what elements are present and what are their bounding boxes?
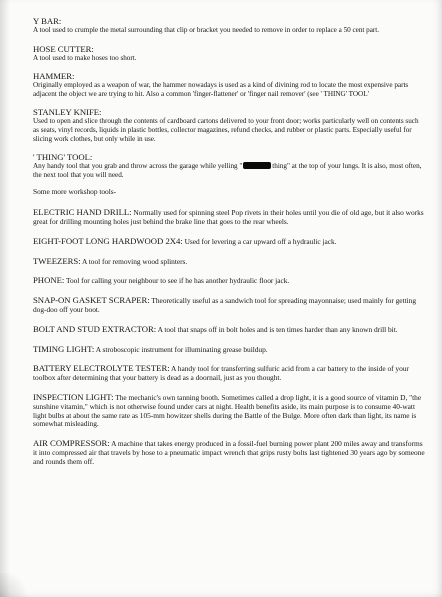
tool-battery-tester xyxy=(33,363,425,383)
entry-body-part: thing" at the top of your lungs. It is also, most often, the next tool that you will need. xyxy=(33,162,422,179)
entry-body: A tool used to crumple the metal surrounding that clip or bracket you needed to remove in order to replace a 50 cent part. xyxy=(33,26,380,34)
entry-body xyxy=(33,162,425,179)
tool-body: Theoretically useful as a sandwich tool for spreading mayonnaise; used mainly for getting dog-doo off your boot. xyxy=(33,296,417,314)
tool-body: Tool for calling your neighbour to see if he has another hydraulic floor jack. xyxy=(65,276,290,286)
tool-gasket-scraper xyxy=(33,295,425,315)
tool-electric-hand-drill xyxy=(33,207,425,227)
tool-entry xyxy=(33,275,425,286)
tool-title: TWEEZERS: xyxy=(33,255,81,266)
tool-body: A stroboscopic instrument for illuminating grease buildup. xyxy=(95,344,268,354)
tool-entry xyxy=(33,236,425,247)
entry-title: Y BAR: xyxy=(33,16,62,26)
section-note: Some more workshop tools- xyxy=(33,187,117,197)
tool-entry xyxy=(33,256,425,267)
entry-thing-tool xyxy=(33,152,425,179)
entry-body-part: Any handy tool that you grab and throw across the garage while yelling " xyxy=(33,162,243,171)
entry-hammer xyxy=(33,71,425,98)
entry-body: A tool used to make hoses too short. xyxy=(33,53,137,62)
tool-body: A tool for removing wood splinters. xyxy=(82,256,188,266)
tool-inspection-light xyxy=(33,392,425,429)
tool-entry xyxy=(33,392,425,429)
entry-title: STANLEY KNIFE: xyxy=(33,107,102,118)
page-curl xyxy=(0,573,32,597)
tool-entry xyxy=(33,363,425,383)
page-shadow xyxy=(0,0,10,597)
tool-title: BOLT AND STUD EXTRACTOR: xyxy=(33,323,157,334)
tool-entry xyxy=(33,207,425,227)
tool-tweezers xyxy=(33,256,425,267)
tool-entry xyxy=(33,438,425,466)
tool-title: TIMING LIGHT: xyxy=(33,343,95,354)
entry-hose-cutter xyxy=(33,44,425,63)
entry-body: Used to open and slice through the contents of cardboard cartons delivered to your front door; works particularly well on contents such as seats, vinyl records, liquids in plastic bottles, collector magazines, refund checks, and rubber or plastic parts. Especially useful for slicing work clothes, but only while in use. xyxy=(33,117,419,143)
entry-stanley-knife xyxy=(33,107,425,143)
tool-body: Normally used for spinning steel Pop rivets in their holes until you die of old age, but it also works great for drilling mounting holes just behind the brake line that goes to the rear wheels. xyxy=(33,208,424,226)
tool-title: EIGHT-FOOT LONG HARDWOOD 2X4: xyxy=(33,235,183,246)
tool-hardwood-2x4 xyxy=(33,236,425,247)
entry-title: HOSE CUTTER: xyxy=(33,43,94,54)
tool-entry xyxy=(33,295,425,315)
tool-entry xyxy=(33,324,425,335)
document-body xyxy=(33,16,425,475)
tool-body: A machine that takes energy produced in a fossil-fuel burning power plant 200 miles away and transforms it into compressed air that travels by hose to a pneumatic impact wrench that grips rusty bolts last tightened 30 years ago by someone and rounds them off. xyxy=(33,439,425,466)
entry-y-bar xyxy=(33,16,425,35)
tool-body: A handy tool for transferring sulfuric acid from a car battery to the inside of your toolbox after determining that your battery is dead as a doornail, just as you thought. xyxy=(33,364,409,383)
tool-phone xyxy=(33,275,425,286)
tool-title: SNAP-ON GASKET SCRAPER: xyxy=(33,295,150,306)
entry-title: HAMMER: xyxy=(33,71,75,82)
tool-title: BATTERY ELECTROLYTE TESTER: xyxy=(33,363,170,374)
redaction-mark xyxy=(243,162,271,169)
tool-air-compressor xyxy=(33,438,425,466)
entry-body: Originally employed as a weapon of war, the hammer nowadays is used as a kind of divining rod to locate the most expensive parts adjacent the object we are trying to hit. Also a common 'finger-flattener' or 'finger nail remover' (see ' THING' TOOL' xyxy=(33,81,409,98)
tool-body: Used for levering a car upward off a hydraulic jack. xyxy=(184,236,337,246)
tool-stud-extractor xyxy=(33,324,425,335)
tool-body: A tool that snaps off in bolt holes and is ten times harder than any known drill bit. xyxy=(157,324,398,334)
tool-entry xyxy=(33,344,425,355)
tool-timing-light xyxy=(33,344,425,355)
tool-title: INSPECTION LIGHT: xyxy=(33,391,114,402)
entry-title: ' THING' TOOL: xyxy=(33,152,93,163)
tool-title: ELECTRIC HAND DRILL: xyxy=(33,207,132,218)
tool-title: AIR COMPRESSOR: xyxy=(33,438,110,449)
tool-title: PHONE: xyxy=(33,275,65,286)
tool-body: The mechanic's own tanning booth. Sometimes called a drop light, it is a good source of vitamin D, "the sunshine vitamin," which is not otherwise found under cars at night. Health benefits aside, its main purpose is to consume 40-watt light bulbs at about the same rate as 105-mm howitzer shells during the Battle of the Bulge. More often dark than light, its name is somewhat misleading. xyxy=(33,392,422,429)
